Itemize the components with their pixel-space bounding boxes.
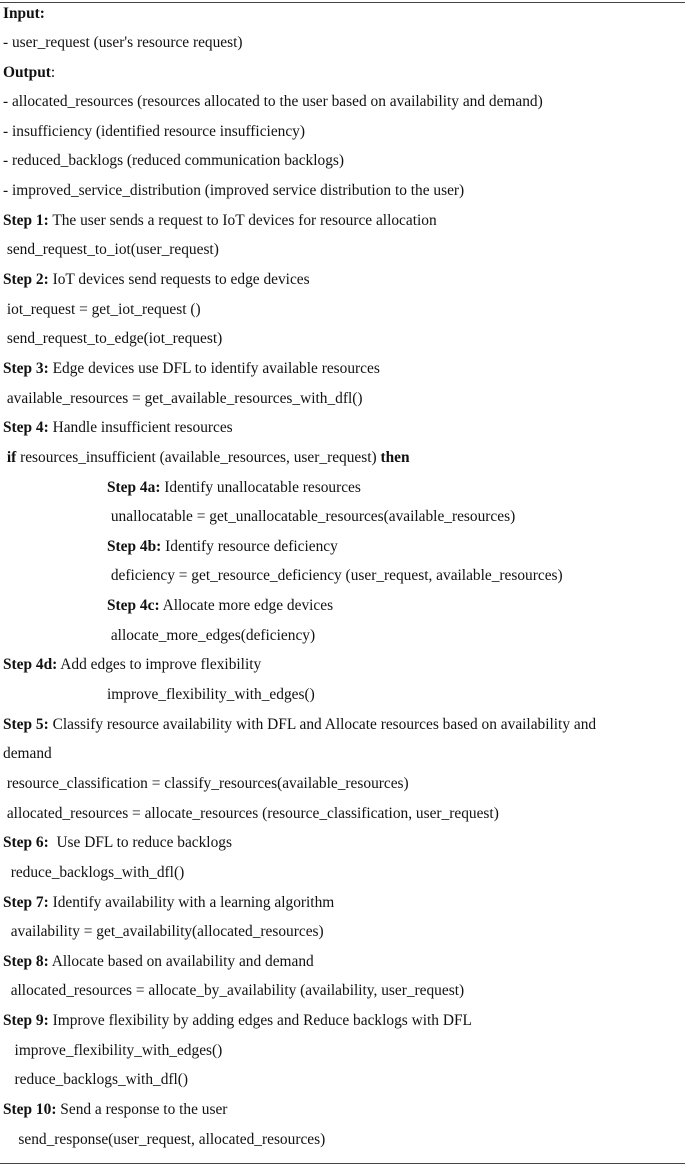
code-line: deficiency = get_resource_deficiency (user_request, available_resources) <box>107 567 563 584</box>
step-line: Step 4a: Identify unallocatable resources <box>107 479 361 496</box>
step-line: Step 4b: Identify resource deficiency <box>107 538 338 555</box>
output-line: - insufficiency (identified resource insufficiency) <box>3 123 305 140</box>
output-line: - allocated_resources (resources allocated to the user based on availability and demand) <box>3 93 543 110</box>
step-line: Step 8: Allocate based on availability and demand <box>3 953 314 970</box>
code-line: resource_classification = classify_resources(available_resources) <box>3 775 409 792</box>
code-line: available_resources = get_available_resources_with_dfl() <box>3 390 363 407</box>
code-line: allocate_more_edges(deficiency) <box>107 627 316 644</box>
code-line: reduce_backlogs_with_dfl() <box>3 1071 189 1088</box>
code-line: iot_request = get_iot_request () <box>3 301 201 318</box>
code-line: send_request_to_iot(user_request) <box>3 241 219 258</box>
step-line: Step 10: Send a response to the user <box>3 1101 228 1118</box>
step-line: Step 4: Handle insufficient resources <box>3 419 233 436</box>
code-line: send_request_to_edge(iot_request) <box>3 330 223 347</box>
step-line: Step 2: IoT devices send requests to edge devices <box>3 271 310 288</box>
code-line: send_response(user_request, allocated_resources) <box>3 1131 326 1148</box>
step-line-continued: demand <box>3 745 52 762</box>
if-line: if resources_insufficient (available_resources, user_request) then <box>3 449 410 466</box>
step-line: Step 6: Use DFL to reduce backlogs <box>3 834 232 851</box>
step-line: Step 4c: Allocate more edge devices <box>107 597 334 614</box>
code-line: unallocatable = get_unallocatable_resources(available_resources) <box>107 508 516 525</box>
input-line: - user_request (user's resource request) <box>3 34 243 51</box>
step-line: Step 5: Classify resource availability with DFL and Allocate resources based on availability and <box>3 716 597 733</box>
step-line: Step 7: Identify availability with a learning algorithm <box>3 894 335 911</box>
step-line: Step 9: Improve flexibility by adding edges and Reduce backlogs with DFL <box>3 1012 472 1029</box>
code-line: improve_flexibility_with_edges() <box>107 686 315 703</box>
step-line: Step 4d: Add edges to improve flexibility <box>3 656 262 673</box>
code-line: allocated_resources = allocate_resources (resource_classification, user_request) <box>3 805 499 822</box>
code-line: improve_flexibility_with_edges() <box>3 1042 223 1059</box>
output-line: - improved_service_distribution (improved service distribution to the user) <box>3 182 465 199</box>
code-line: reduce_backlogs_with_dfl() <box>3 864 185 881</box>
code-line: availability = get_availability(allocated_resources) <box>3 923 324 940</box>
output-line: - reduced_backlogs (reduced communication backlogs) <box>3 152 345 169</box>
step-line: Step 3: Edge devices use DFL to identify available resources <box>3 360 380 377</box>
input-heading: Input: <box>3 5 45 22</box>
output-heading: Output: <box>3 64 56 81</box>
code-line: allocated_resources = allocate_by_availability (availability, user_request) <box>3 982 465 999</box>
step-line: Step 1: The user sends a request to IoT devices for resource allocation <box>3 212 437 229</box>
bottom-rule <box>0 1163 685 1164</box>
top-rule <box>0 2 685 3</box>
